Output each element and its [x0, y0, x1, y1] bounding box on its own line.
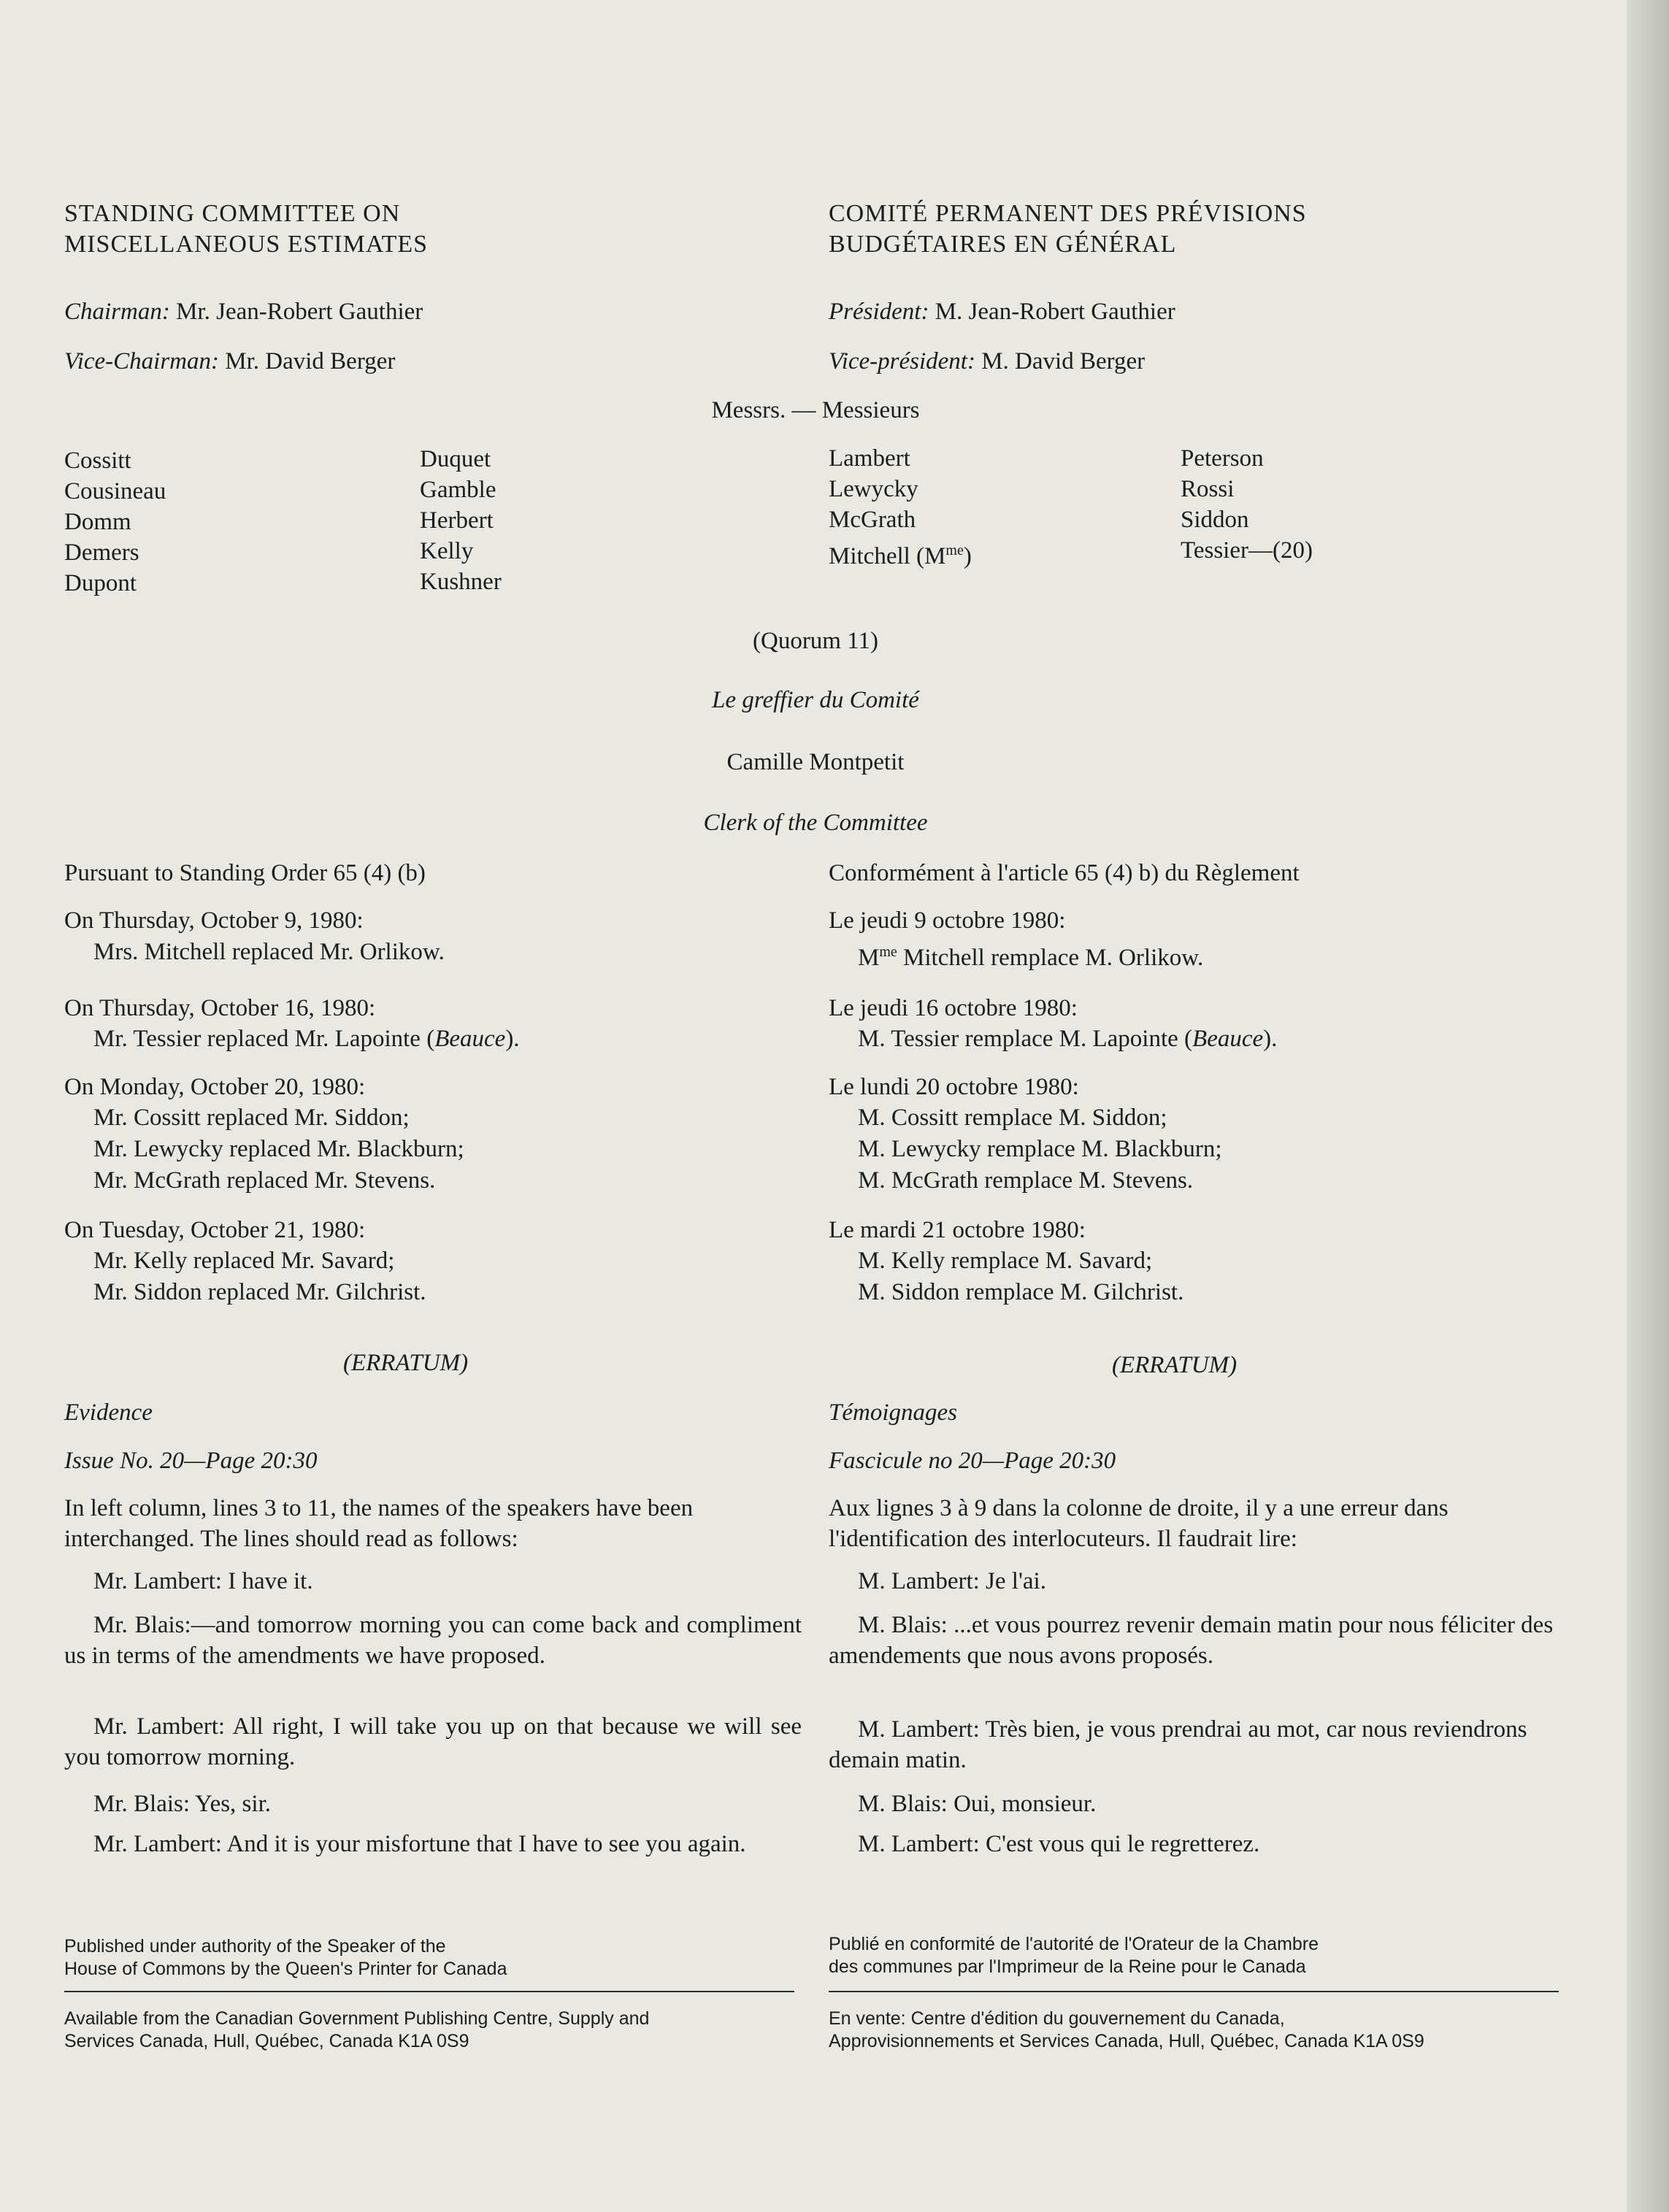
divider: [64, 1991, 794, 1992]
speech-en: Mr. Blais:—and tomorrow morning you can come back and compliment us in terms of the amendments we have proposed.: [64, 1612, 802, 1669]
member-name: Mitchell (M: [829, 543, 946, 569]
erratum-fr: (ERRATUM): [1112, 1352, 1238, 1378]
replacement-rest: Mitchell remplace M. Orlikow.: [897, 945, 1204, 971]
clerk-title: Clerk of the Committee: [703, 810, 928, 836]
date-en-2: On Thursday, October 16, 1980:: [64, 995, 376, 1021]
members-col2: [420, 444, 502, 597]
replacement-text: M. Tessier remplace M. Lapointe (: [858, 1026, 1193, 1052]
issue-en: Issue No. 20—Page 20:30: [64, 1448, 318, 1474]
pursuant-en: Pursuant to Standing Order 65 (4) (b): [64, 860, 426, 886]
member-end: ): [963, 543, 972, 569]
replacement-sup: me: [879, 944, 897, 960]
availability-en-2: Services Canada, Hull, Québec, Canada K1A 0S9: [64, 2031, 469, 2051]
publisher-en-1: Published under authority of the Speaker of the: [64, 1936, 446, 1956]
publisher-fr-2: des communes par l'Imprimeur de la Reine pour le Canada: [829, 1956, 1306, 1977]
date-fr-2: Le jeudi 16 octobre 1980:: [829, 995, 1078, 1021]
speech-fr: M. Lambert: Je l'ai.: [858, 1568, 1046, 1594]
speech-fr: M. Blais: Oui, monsieur.: [858, 1791, 1097, 1817]
replacement-text: M: [858, 945, 880, 971]
chairman-fr: [829, 296, 1175, 327]
vice-chairman-en: [64, 346, 395, 377]
member: Duquet: [420, 446, 491, 472]
quorum: (Quorum 11): [753, 628, 878, 654]
date-en-4: On Tuesday, October 21, 1980:: [64, 1217, 366, 1243]
replacement-en: Mr. McGrath replaced Mr. Stevens.: [93, 1167, 436, 1194]
replacement-end: ).: [505, 1026, 520, 1052]
availability-en-1: Available from the Canadian Government Publishing Centre, Supply and: [64, 2008, 650, 2029]
replacement-end: ).: [1263, 1026, 1278, 1052]
replacement-fr: [858, 1024, 1277, 1054]
member: Kushner: [420, 569, 502, 595]
riding: Beauce: [434, 1026, 506, 1052]
speech-fr: M. Blais: ...et vous pourrez revenir demain matin pour nous féliciter des amendements que nous avons proposés.: [829, 1612, 1554, 1669]
erratum-para-fr: Aux lignes 3 à 9 dans la colonne de droite, il y a une erreur dans l'identification des interlocuteurs. Il faudrait lire:: [829, 1495, 1449, 1552]
replacement-en: Mr. Cossitt replaced Mr. Siddon;: [93, 1105, 410, 1131]
member: Herbert: [420, 507, 494, 534]
erratum-para-en: In left column, lines 3 to 11, the names of the speakers have been interchanged. The lines should read as follows:: [64, 1495, 694, 1552]
speech-en: Mr. Lambert: All right, I will take you up on that because we will see you tomorrow morning.: [64, 1713, 802, 1770]
member-sup: me: [945, 542, 964, 558]
replacement-en: [93, 1024, 520, 1054]
date-en-3: On Monday, October 20, 1980:: [64, 1074, 366, 1100]
vice-chairman-fr-label: Vice-président:: [829, 348, 975, 375]
members-col3: [829, 443, 972, 572]
members-col4: [1181, 443, 1313, 566]
speech-fr: M. Lambert: C'est vous qui le regretterez.: [858, 1831, 1260, 1857]
vice-chairman-en-name: Mr. David Berger: [225, 348, 396, 375]
erratum-en: (ERRATUM): [343, 1350, 469, 1376]
vice-chairman-fr: [829, 346, 1145, 377]
replacement-en: Mr. Lewycky replaced Mr. Blackburn;: [93, 1136, 464, 1162]
issue-fr: Fascicule no 20—Page 20:30: [829, 1448, 1116, 1474]
riding: Beauce: [1192, 1026, 1264, 1052]
speech-en: Mr. Lambert: And it is your misfortune that I have to see you again.: [93, 1831, 746, 1857]
chairman-en-label: Chairman:: [64, 299, 170, 325]
heading-en-line1: STANDING COMMITTEE ON: [64, 200, 401, 227]
date-fr-1: Le jeudi 9 octobre 1980:: [829, 907, 1066, 934]
members-col1: [64, 445, 166, 599]
heading-en-line2: MISCELLANEOUS ESTIMATES: [64, 231, 429, 258]
greffier: Le greffier du Comité: [712, 687, 919, 713]
member: [829, 535, 972, 572]
member: Rossi: [1181, 476, 1235, 502]
replacement-fr: M. Lewycky remplace M. Blackburn;: [858, 1136, 1222, 1162]
evidence-en: Evidence: [64, 1399, 153, 1426]
page-edge: [1627, 0, 1669, 2212]
member: Peterson: [1181, 445, 1264, 472]
publisher-fr-1: Publié en conformité de l'autorité de l'Orateur de la Chambre: [829, 1934, 1319, 1954]
availability-fr-1: En vente: Centre d'édition du gouvernement du Canada,: [829, 2008, 1285, 2029]
divider: [829, 1991, 1559, 1992]
heading-fr-line1: COMITÉ PERMANENT DES PRÉVISIONS: [829, 200, 1307, 227]
vice-chairman-en-label: Vice-Chairman:: [64, 348, 220, 375]
date-fr-4: Le mardi 21 octobre 1980:: [829, 1217, 1086, 1243]
replacement-text: Mr. Tessier replaced Mr. Lapointe (: [93, 1026, 435, 1052]
date-fr-3: Le lundi 20 octobre 1980:: [829, 1074, 1079, 1100]
chairman-en: [64, 296, 423, 327]
pursuant-fr: Conformément à l'article 65 (4) b) du Règlement: [829, 860, 1300, 886]
replacement-en: Mrs. Mitchell replaced Mr. Orlikow.: [93, 939, 445, 965]
replacement-fr: M. Cossitt remplace M. Siddon;: [858, 1105, 1167, 1131]
chairman-en-name: Mr. Jean-Robert Gauthier: [176, 299, 423, 325]
date-en-1: On Thursday, October 9, 1980:: [64, 907, 364, 934]
member: McGrath: [829, 507, 916, 533]
member: Domm: [64, 509, 131, 535]
chairman-fr-label: Président:: [829, 299, 929, 325]
evidence-fr: Témoignages: [829, 1399, 957, 1426]
member: Lambert: [829, 445, 910, 472]
member: Demers: [64, 539, 139, 566]
speech-en: Mr. Blais: Yes, sir.: [93, 1791, 271, 1817]
member: Cousineau: [64, 478, 166, 504]
member: Gamble: [420, 477, 496, 503]
member: Cossitt: [64, 448, 131, 474]
clerk-name: Camille Montpetit: [726, 749, 905, 775]
replacement-en: Mr. Kelly replaced Mr. Savard;: [93, 1248, 395, 1274]
member: Dupont: [64, 570, 137, 596]
publisher-en-2: House of Commons by the Queen's Printer for Canada: [64, 1959, 507, 1979]
speech-en: Mr. Lambert: I have it.: [93, 1568, 313, 1594]
chairman-fr-name: M. Jean-Robert Gauthier: [935, 299, 1175, 325]
replacement-fr: M. McGrath remplace M. Stevens.: [858, 1167, 1194, 1194]
member: Siddon: [1181, 507, 1249, 533]
messrs-heading: Messrs. — Messieurs: [711, 397, 920, 423]
replacement-fr: [858, 937, 1203, 973]
vice-chairman-fr-name: M. David Berger: [981, 348, 1146, 375]
replacement-fr: M. Kelly remplace M. Savard;: [858, 1248, 1153, 1274]
heading-fr-line2: BUDGÉTAIRES EN GÉNÉRAL: [829, 231, 1177, 258]
availability-fr-2: Approvisionnements et Services Canada, Hull, Québec, Canada K1A 0S9: [829, 2031, 1424, 2051]
member: Kelly: [420, 538, 474, 564]
member: Tessier—(20): [1181, 537, 1313, 564]
speech-fr: M. Lambert: Très bien, je vous prendrai au mot, car nous reviendrons demain matin.: [829, 1716, 1527, 1773]
replacement-fr: M. Siddon remplace M. Gilchrist.: [858, 1279, 1184, 1305]
replacement-en: Mr. Siddon replaced Mr. Gilchrist.: [93, 1279, 426, 1305]
member: Lewycky: [829, 476, 918, 502]
